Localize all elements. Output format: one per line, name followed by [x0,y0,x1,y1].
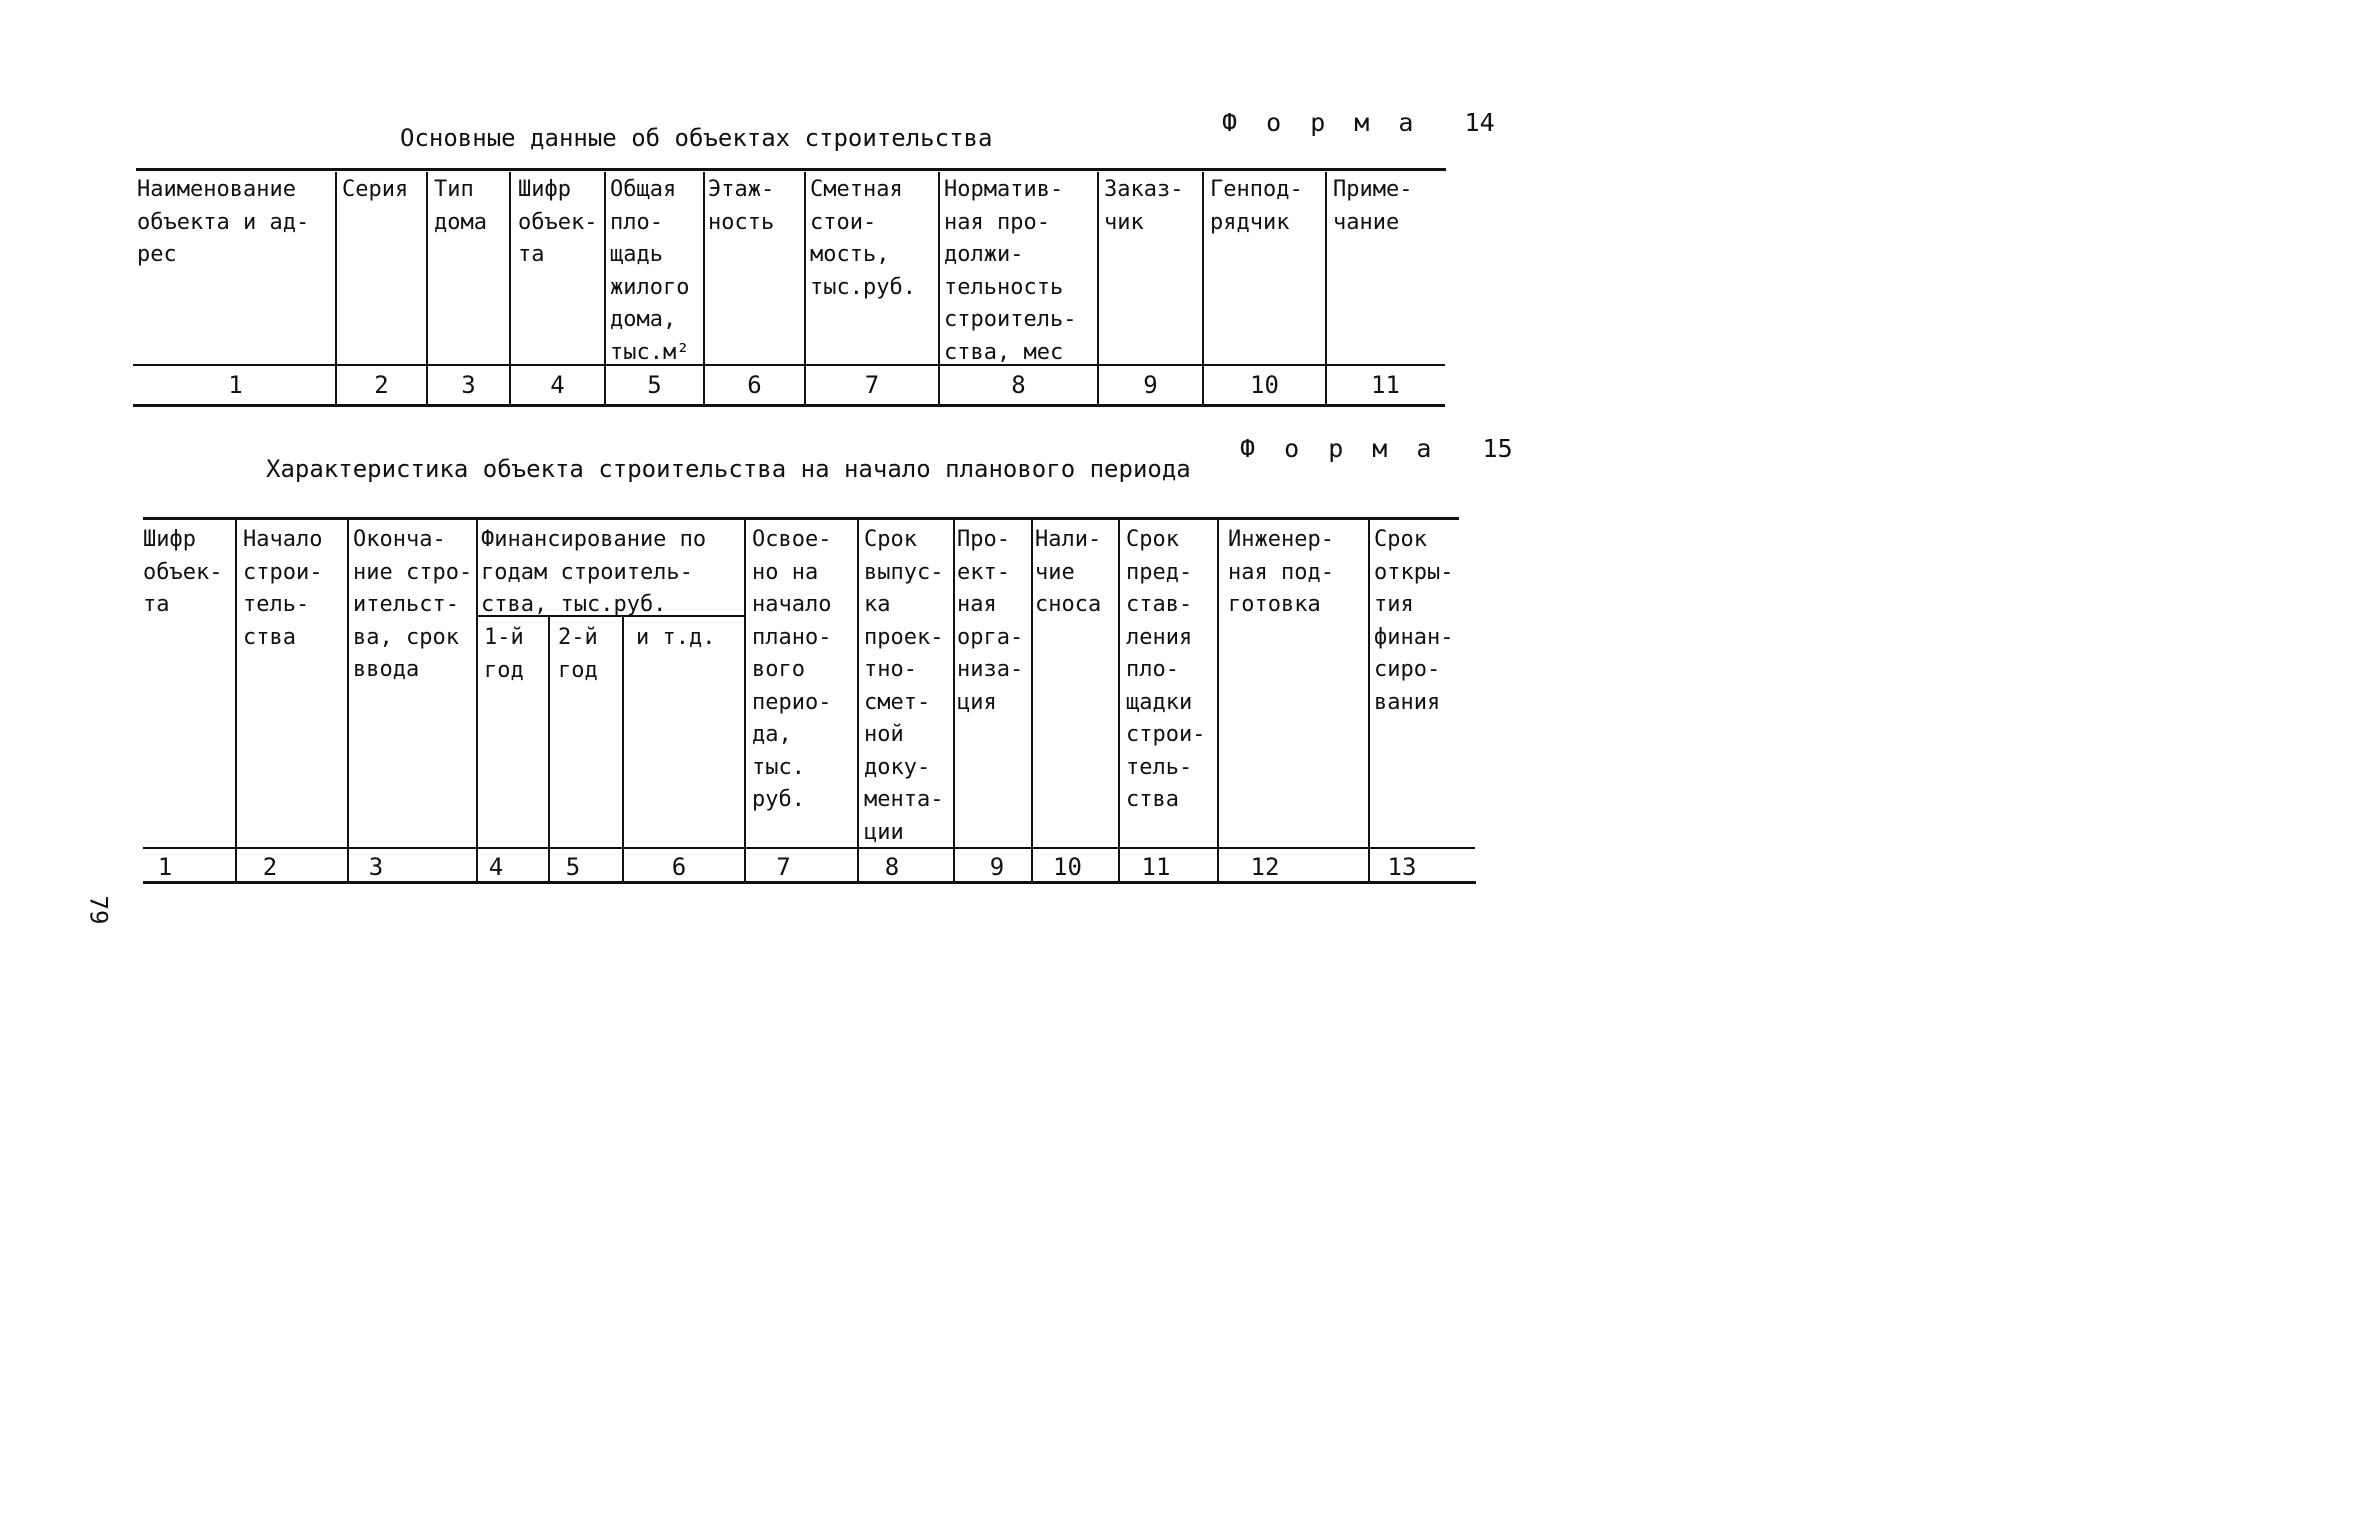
form14-col-number: 10 [1250,371,1279,399]
form14-col-number: 11 [1371,371,1400,399]
form14-col-number: 9 [1143,371,1158,399]
form15-col-divider [744,520,746,881]
form15-header-docs-date: Срок выпус- ка проек- тно- смет- ной доку- мента- ции [864,527,944,845]
form14-col-number: 8 [1011,371,1026,399]
form15-subheader-year2: 2-й год [558,625,598,683]
form14-number: 14 [1464,108,1495,137]
form15-header-demolition: Нали- чие сноса [1035,527,1102,617]
form15-col-number: 12 [1250,853,1280,881]
form15-header-code: Шифр объек- та [143,527,223,617]
form15-col-divider [1368,520,1370,881]
form15-col-number: 10 [1053,853,1082,881]
form14-header-area: Общая пло- щадь жилого дома, тыс.м² [610,177,690,365]
form15-top-rule [143,517,1459,520]
form15-header-financing: Финансирование по годам строитель- ства, тыс.руб. [481,527,707,617]
form14-header-code: Шифр объек- та [518,177,598,267]
form14-header-contractor: Генпод- рядчик [1210,177,1303,235]
form15-col-number: 5 [565,853,581,881]
form15-col-divider [235,520,237,881]
page-number: 79 [84,895,113,925]
form15-header-design-org: Про- ект- ная орга- низа- ция [957,527,1024,715]
form15-subheader-etc: и т.д. [636,625,716,650]
form15-col-divider [476,520,478,881]
form14-col-number: 1 [228,371,243,399]
form15-header-funding-open: Срок откры- тия финан- сиро- вания [1374,527,1454,715]
form14-col-number: 6 [747,371,762,399]
form15-col-number: 4 [488,853,504,881]
form15-col-number: 2 [262,853,278,881]
form14-col-number: 5 [647,371,662,399]
form15-col-divider [1118,520,1120,881]
form15-header-mastered: Освое- но на начало плано- вого перио- да, тыс. руб. [752,527,832,812]
form15-title: Характеристика объекта строительства на начало планового периода [266,455,1191,483]
form15-col-divider [347,520,349,881]
form15-header-end: Оконча- ние стро- ительст- ва, срок ввода [353,527,473,682]
form14-header-note: Приме- чание [1333,177,1413,235]
form15-col-number: 7 [776,853,791,881]
form14-col-number: 7 [864,371,880,399]
form14-header-floors: Этаж- ность [708,177,775,235]
form15-col-number: 11 [1141,853,1171,881]
form15-col-number: 9 [989,853,1005,881]
form15-col-divider [857,520,859,881]
form15-label-text: Ф о р м а [1240,434,1439,463]
form14-bottom-rule [133,404,1445,407]
form14-col-number: 3 [461,371,476,399]
form15-header-rule [143,847,1475,849]
form14-label-text: Ф о р м а [1222,108,1421,137]
form15-col-number: 8 [884,853,900,881]
form15-col-number: 6 [671,853,687,881]
form15-header-engineering: Инженер- ная под- готовка [1228,527,1334,617]
form15-col-number: 3 [368,853,384,881]
form14-header-cost: Сметная стои- мость, тыс.руб. [810,177,916,300]
form15-col-number: 13 [1387,853,1417,881]
form14-label [1222,108,1495,137]
form14-header-duration: Норматив- ная про- должи- тельность строитель- ства, мес [944,177,1077,365]
form14-header-type: Тип дома [434,177,487,235]
form14-header-name: Наименование объекта и ад- рес [137,177,310,267]
form15-col-divider [548,616,550,881]
form14-col-number: 2 [374,371,389,399]
form15-number: 15 [1482,434,1513,463]
form15-header-site-date: Срок пред- став- ления пло- щадки строи- тель- ства [1126,527,1206,812]
form15-header-start: Начало строи- тель- ства [243,527,323,650]
form15-col-divider [953,520,955,881]
form14-header-series: Серия [342,177,409,202]
form14-top-rule [136,168,1446,171]
form15-subheader-year1: 1-й год [484,625,524,683]
form14-header-customer: Заказ- чик [1104,177,1184,235]
form15-label [1240,434,1513,463]
form15-col-divider [622,616,624,881]
form15-col-divider [1031,520,1033,881]
form14-header-rule [133,364,1445,366]
form15-col-divider [1217,520,1219,881]
form15-col-number: 1 [157,853,173,881]
form14-title: Основные данные об объектах строительства [400,124,993,152]
form14-col-number: 4 [550,371,565,399]
